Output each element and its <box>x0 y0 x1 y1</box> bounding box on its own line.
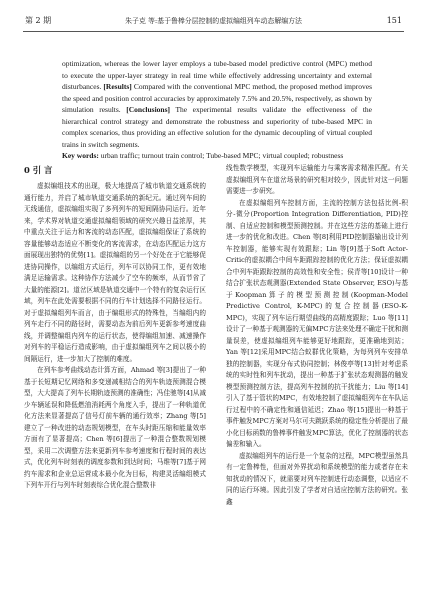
issue-number: 第 2 期 <box>25 16 52 25</box>
paragraph: 线性数学模型，实现列车运输能力与乘客需求精准匹配。有关虚拟编组列车在道岔场景的研究相对较少，因此针对这一问题需要进一步研究。 <box>226 164 408 195</box>
results-text: Compared with the conventional MPC method, the proposed method improves the speed and position control accuracies by approximately 7.5% and 20.5%, respectively, as shown by simulation results. <box>62 82 372 114</box>
conclusions-text: The experimental results validate the effectiveness of the hierarchical control strategy and demonstrate the robustness and superiority of tube-based MPC in complex scenarios, thus providing an effective solution for the dynamic decoupling of virtual coupled trains in switch segments. <box>62 105 373 149</box>
paragraph: 在列车参考曲线动态计算方面，Ahmad 等[3]提出了一种基于长短期记忆网络和多变递减相结合的列车轨迹预测混合模型，大大提高了列车长期轨迹预测的准确性；冯佳驰等[4]从减少车辆延误和降低燃油消耗两个角度入手，提出了一种轨道优化方法来显著提高了信号灯前车辆的通行效率；Zhang 等[5]建立了一种改进的动态规划模型，在车头时距压缩和能量效率方面有了显著提高；Chen 等[6]提出了一种混合整数规划模型，采用二次调整方法来更新列车参考速度和行程时间的表达式，优化列车时刻表的调度参数和到达时间；马维等[7]基于网约车需求和企业总运营成本最小化为目标，构建灵活编组模式下列车开行与列车时刻表综合优化混合整数非 <box>24 366 206 489</box>
page-number: 151 <box>386 16 402 25</box>
abstract-continuation: optimization, whereas the lower layer employs a tube-based model predictive control (MPC) method to execute the upper-layer strategy in real time while effectively addressing uncertainty and external disturbances. <box>62 59 372 91</box>
left-column <box>24 163 206 492</box>
running-header <box>23 11 404 32</box>
running-title: 朱子克 等:基于鲁棒分层控制的虚拟编组列车动态解编方法 <box>125 17 302 25</box>
keywords-text: urban traffic; turnout train control; Tube-based MPC; virtual coupled; robustness <box>100 151 344 160</box>
keywords-label: Key words: <box>62 151 99 160</box>
paragraph: 虚拟编组列车的运行是一个复杂的过程，MPC模型虽然具有一定鲁棒性，但面对外界扰动和系统模型的能力或者存在未知扰动的情况下，就需要对列车控制进行动态调整，以适应不同的运行环境。因此引发了学者对自适应控制方法的研究。张鑫 <box>226 451 408 506</box>
results-label: [Results] <box>103 82 132 91</box>
section-title: 0 引 言 <box>24 165 53 175</box>
paragraph: 在虚拟编组列车控制方面，主流的控制方法包括比例-积分-微分(Proportion Integration Differentiation, PID)控制、自适应控制和模型预测控制。并在这些方法的基础上进行进一步的优化和改进。Chen 等[8]利用PID控制器输出设计列车控制器，能够实现有效跟踪；Lin 等[9]基于Soft Actor-Critic的虚拟耦合中间车距跟踪控制的优化方法；保证虚拟耦合中列车距跟踪控制的高效性和安全性；侯青等[10]设计一种结合扩张状态观测器(Extended State Observer, ESO)与基于Koopman算子的模型预测控制(Koopman-Model Predictive Control, K-MPC)的复合控制器(ESO-K-MPC)，实现了列车运行期望曲线的高精度跟踪；Luo 等[11]设计了一种基于观测器的无偏MPC方法来处理不确定干扰和测量误差，使虚拟编组列车能够更好地跟踪，更准确地到站；Yan 等[12]采用MPC结合蚁群优化策略，为每列列车安排单独的控制器，实现分布式协同控制；林俊亭等[13]针对考虑系统的实时性和列车扰动，提出一种基于扩张状态观测器的触发模型预测控制方法，提高列车控制的抗干扰能力；Liu 等[14]引入了基于管状的MPC，有效地控制了虚拟编组列车在车队运行过程中的不确定性和通信延迟；Zhao 等[15]提出一种基于事件触发MPC方案对马尔可夫跳跃系统的稳定性分析提出了最小化目标函数的鲁棒事件触发MPC算法，优化了控制器的状态偏差和输入。 <box>226 198 408 448</box>
conclusions-label: [Conclusions] <box>126 105 171 114</box>
english-abstract <box>62 58 372 162</box>
paragraph: 虚拟编组技术的出现，极大地提高了城市轨道交通系统的通行能力，并启了城市轨道交通系统的新纪元。通过列车间的无线通信，虚拟编组实现了多列列车的短间隔协同运行。近年来，学术界对轨道交通虚拟编组领域的研究兴趣日益浓厚，其中重点关注于运力和客流的动态匹配，虚拟编组保证了系统的容量能够动态适应不断变化的客流需求，在动态匹配运力这方面展现出独特的优势[1]。虚拟编组的另一个好处在于它能够促进协同操作，以编组方式运行，列车可以协同工作，更有效地满足运输需求。这种协作方法减少了空车的频率，从而节省了大量的能源[2]。道岔区域是轨道交通中一个特有的复杂运行区域，列车在此处需要根据不同的行车计划选择不同路径运行。对于虚拟编组列车而言，由于编组形式的特殊性，当编组内的列车走行不同的路径时，需要动态为前后列车更新参考速度曲线，并调整编组内列车的运行状态，使得编组加速、减速操作对列车的平稳运行造成影响，由于虚拟编组列车之间以极小的间隔运行，进一步加大了控制的难度。 <box>24 182 206 363</box>
right-column <box>226 163 408 508</box>
